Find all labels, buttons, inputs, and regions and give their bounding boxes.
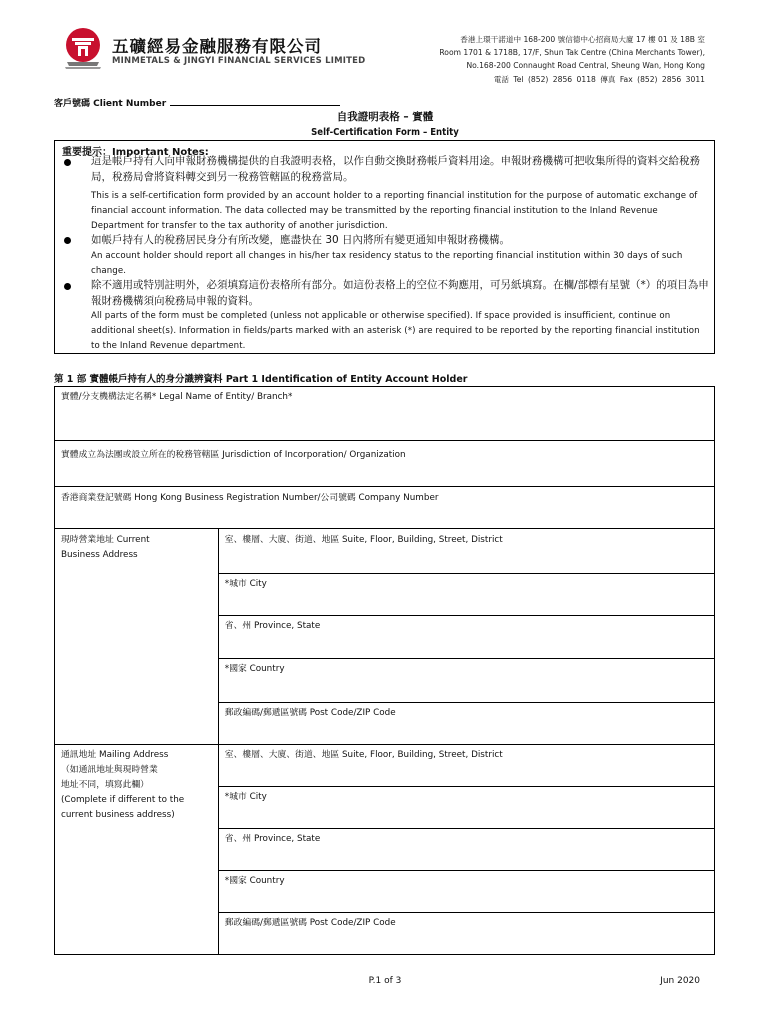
- bullet-icon: [64, 237, 71, 244]
- client-number-label: 客戶號碼 Client Number: [54, 99, 167, 109]
- mailing-street-label: 室、樓層、大廈、街道、地區 Suite, Floor, Building, Street, District: [224, 750, 503, 760]
- mailing-address-label-line: 地址不同，填寫此欄）: [61, 780, 149, 790]
- jurisdiction-label: 實體成立為法團或設立所在的稅務管轄區 Jurisdiction of Incorporation/ Organization: [61, 450, 406, 460]
- company-logo: [63, 26, 103, 70]
- form-version-date: Jun 2020: [660, 976, 700, 986]
- company-name-en: MINMETALS & JINGYI FINANCIAL SERVICES LIMITED: [112, 56, 366, 66]
- current-address-label-cell: [55, 529, 219, 745]
- legal-name-field[interactable]: [55, 387, 715, 441]
- mailing-city-label: *城市 City: [224, 792, 267, 802]
- client-number-blank[interactable]: [170, 96, 340, 106]
- mailing-country-field[interactable]: [218, 871, 714, 913]
- current-street-label: 室、樓層、大廈、街道、地區 Suite, Floor, Building, Street, District: [224, 535, 503, 545]
- jurisdiction-field[interactable]: [55, 441, 715, 487]
- current-postcode-label: 郵政編碼/郵遞區號碼 Post Code/ZIP Code: [224, 708, 396, 718]
- mailing-postcode-label: 郵政編碼/郵遞區號碼 Post Code/ZIP Code: [224, 918, 396, 928]
- mailing-postcode-field[interactable]: [218, 913, 714, 955]
- current-city-field[interactable]: [218, 574, 714, 616]
- current-country-label: *國家 Country: [224, 664, 285, 674]
- client-number-row: [54, 96, 340, 109]
- address-line-phone-fax: 電話 Tel (852) 2856 0118 傳真 Fax (852) 2856 3011: [493, 74, 705, 84]
- mailing-address-label-line: 通訊地址 Mailing Address: [61, 750, 169, 760]
- address-line: Room 1701 & 1718B, 17/F, Shun Tak Centre (China Merchants Tower),: [439, 48, 705, 58]
- mailing-address-label-line: （如通訊地址與現時營業: [61, 765, 158, 775]
- legal-name-label: 實體/分支機構法定名稱* Legal Name of Entity/ Branch*: [61, 392, 293, 402]
- page-number: P.1 of 3: [368, 976, 402, 986]
- current-city-label: *城市 City: [224, 579, 267, 589]
- mailing-city-field[interactable]: [218, 787, 714, 829]
- note-3-en: All parts of the form must be completed (unless not applicable or otherwise specified). If space provided is insufficient, continue on additional sheet(s). Information in fields/parts marked with an asterisk (*) are required to be reported by the reporting financial institution to the Inland Revenue department.: [91, 311, 700, 351]
- form-title-en: Self-Certification Form – Entity: [311, 127, 459, 138]
- current-postcode-field[interactable]: [218, 703, 714, 745]
- important-notes-heading: 重要提示：Important Notes:: [62, 147, 209, 158]
- company-name-zh: 五礦經易金融服務有限公司: [112, 37, 322, 56]
- note-3-zh: 除不適用或特別註明外，必須填寫這份表格所有部分。如這份表格上的空位不夠應用，可另紙填寫。在欄/部標有星號（*）的項目為申報財務機構須向稅務局申報的資料。: [91, 279, 709, 307]
- br-number-field[interactable]: [55, 487, 715, 529]
- part1-heading: 第 1 部 實體帳戶持有人的身分識辨資料 Part 1 Identification of Entity Account Holder: [54, 374, 468, 385]
- mailing-address-label-line: (Complete if different to the: [61, 795, 185, 805]
- mailing-province-field[interactable]: [218, 829, 714, 871]
- address-line: 香港上環干諾道中 168-200 號信德中心招商局大廈 17 樓 01 及 18B 室: [460, 35, 705, 44]
- current-street-field[interactable]: [218, 529, 714, 574]
- note-1-zh: 這是帳戶持有人向申報財務機構提供的自我證明表格，以作自動交換財務帳戶資料用途。申報財務機構可把收集所得的資料交給稅務局，稅務局會將資料轉交到另一稅務管轄區的稅務當局。: [91, 155, 700, 183]
- mailing-address-label-line: current business address): [61, 810, 175, 820]
- bullet-icon: [64, 283, 71, 290]
- address-line: No.168-200 Connaught Road Central, Sheung Wan, Hong Kong: [466, 61, 705, 71]
- current-province-field[interactable]: [218, 616, 714, 659]
- current-province-label: 省、州 Province, State: [224, 621, 321, 631]
- part1-table: [54, 386, 715, 955]
- note-1-en: This is a self-certification form provided by an account holder to a reporting financial institution for the purpose of automatic exchange of financial account information. The data collected may be transmitted by the reporting financial institution to the Inland Revenue Department for transfer to the tax authority of another jurisdiction.: [91, 191, 698, 231]
- bullet-icon: [64, 159, 71, 166]
- note-2-zh: 如帳戶持有人的稅務居民身分有所改變，應盡快在 30 日內將所有變更通知申報財務機構。: [91, 234, 511, 246]
- current-country-field[interactable]: [218, 659, 714, 703]
- mailing-province-label: 省、州 Province, State: [224, 834, 321, 844]
- note-2-en: An account holder should report all changes in his/her tax residency status to the reporting financial institution within 30 days of such change.: [91, 251, 683, 276]
- mailing-address-label-cell: [55, 745, 219, 955]
- br-number-label: 香港商業登記號碼 Hong Kong Business Registration Number/公司號碼 Company Number: [61, 493, 439, 503]
- form-title-zh: 自我證明表格 – 實體: [336, 111, 434, 123]
- mailing-street-field[interactable]: [218, 745, 714, 787]
- company-address: [439, 33, 705, 86]
- current-address-label-zh: 現時營業地址 Current: [61, 535, 150, 545]
- current-address-label-en: Business Address: [61, 550, 138, 560]
- mailing-country-label: *國家 Country: [224, 876, 285, 886]
